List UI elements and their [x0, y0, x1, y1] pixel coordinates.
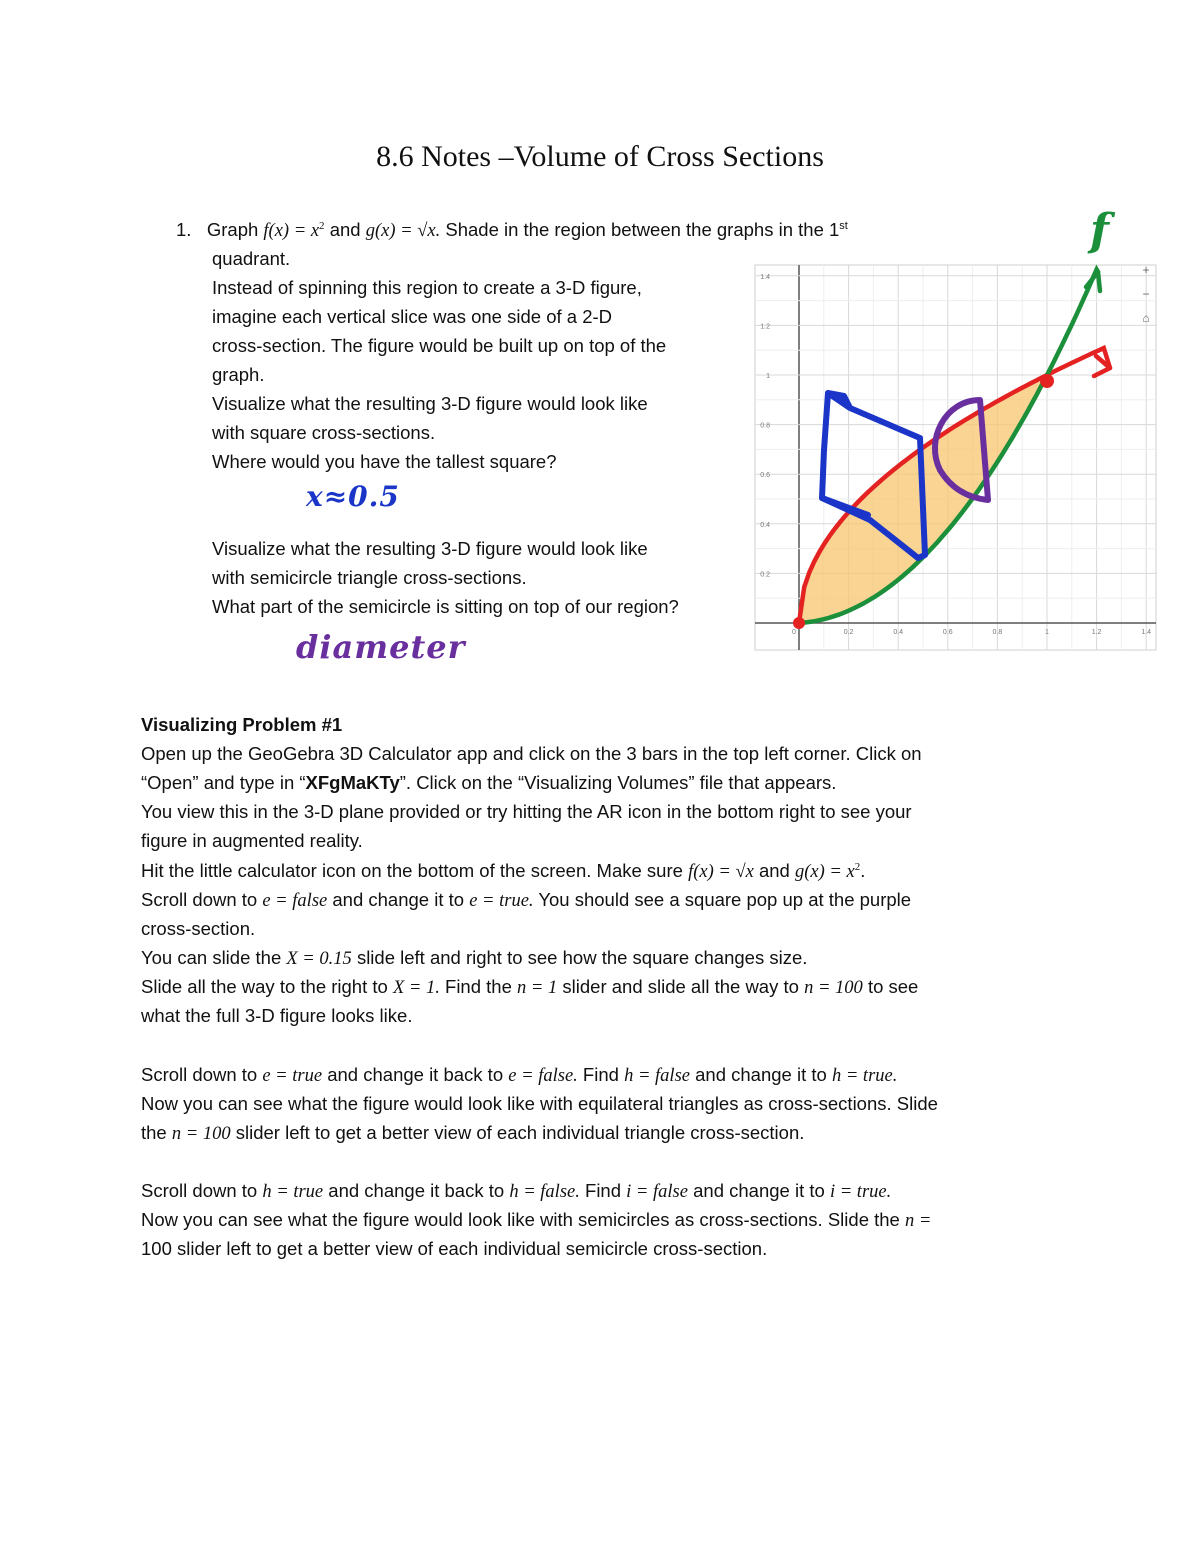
page-title: 8.6 Notes –Volume of Cross Sections: [376, 140, 824, 173]
y-tick-label: 1.4: [760, 273, 770, 281]
shade-instruction: Shade in the region between the graphs in the 1: [445, 219, 840, 240]
intersection-origin: [793, 617, 805, 629]
problem-1-line: [176, 215, 848, 246]
open-instruction-end: ”. Click on the “Visualizing Volumes” file that appears.: [399, 772, 837, 793]
math-h-false: h = false: [624, 1066, 690, 1086]
g-exponent: 2: [854, 861, 861, 873]
math-e-false: e = false.: [508, 1066, 578, 1086]
problem-line-8: Visualize what the resulting 3-D figure would look like: [212, 538, 648, 559]
math-i-true: i = true.: [829, 1182, 892, 1202]
problem-line-3: cross-section. The figure would be built up on top of the: [212, 335, 667, 356]
problem-line-4: graph.: [212, 364, 265, 385]
vis-line-3: You view this in the 3-D plane provided or try hitting the AR icon in the bottom right to see your: [141, 801, 912, 822]
vis-line-1: Open up the GeoGebra 3D Calculator app and click on the 3 bars in the top left corner. Click on: [141, 743, 922, 764]
text: You should see a square pop up at the purple: [533, 889, 912, 910]
math-e-true: e = true: [262, 1066, 323, 1086]
text: Find: [577, 1064, 619, 1085]
math-n-1: n = 1: [517, 978, 558, 998]
handwritten-answer-semicircle: diameter: [296, 628, 466, 666]
problem-line-5: Visualize what the resulting 3-D figure would look like: [212, 393, 648, 414]
and-word-2: and: [758, 860, 790, 881]
math-h-true: h = true: [262, 1182, 324, 1202]
vis-line-5: [141, 856, 865, 887]
geogebra-code: XFgMaKTy: [305, 772, 400, 793]
text: and change it to: [332, 889, 465, 910]
x-tick-label: 1.2: [1091, 629, 1102, 636]
g-definition: g(x) = √x.: [365, 221, 441, 241]
label-f: f: [1090, 205, 1109, 256]
math-f-sqrt: f(x) = √x: [688, 862, 754, 882]
math-h-true: h = true.: [831, 1066, 898, 1086]
text: slider and slide all the way to: [562, 976, 799, 997]
math-g-square: g(x) = x: [795, 862, 855, 882]
vis-line-9: [141, 972, 918, 1003]
f-definition: f(x) = x: [263, 221, 320, 241]
text: 100: [141, 1238, 172, 1259]
text: and change it back to: [327, 1064, 504, 1085]
vis-line-12: Now you can see what the figure would look like with equilateral triangles as cross-sections. Slide: [141, 1093, 938, 1114]
y-tick-label: 0.8: [760, 422, 770, 430]
x-tick-label: 0.8: [992, 629, 1003, 636]
x-tick-label: 1: [1045, 629, 1049, 636]
text: slider left to get a better view of each individual semicircle cross-section.: [177, 1238, 768, 1259]
problem-number: 1.: [176, 219, 192, 240]
math-x-slider: X = 0.15: [286, 949, 352, 969]
vis-line-14: [141, 1176, 891, 1207]
math-n-eq: n =: [904, 1211, 932, 1231]
problem-line-10: What part of the semicircle is sitting on top of our region?: [212, 596, 679, 617]
x-tick-label: 0.4: [893, 629, 904, 636]
calc-instruction: Hit the little calculator icon on the bottom of the screen. Make sure: [141, 860, 683, 881]
visualizing-heading: Visualizing Problem #1: [141, 714, 343, 735]
text: Slide all the way to the right to: [141, 976, 388, 997]
x-tick-label: 1.4: [1141, 629, 1152, 636]
text: slider left to get a better view of each individual triangle cross-section.: [235, 1122, 805, 1143]
y-tick-label: 0.6: [760, 472, 770, 480]
y-tick-label: 0.4: [760, 521, 770, 529]
vis-line-6: [141, 885, 911, 916]
period: .: [860, 860, 866, 881]
problem-line-7: Where would you have the tallest square?: [212, 451, 557, 472]
text: and change it to: [695, 1064, 827, 1085]
math-n-100: n = 100: [171, 1124, 231, 1144]
math-n-100: n = 100: [804, 978, 863, 998]
vis-line-16: [141, 1234, 767, 1263]
y-tick-label: 1.2: [760, 323, 770, 331]
x-tick-label: 0.6: [942, 629, 953, 636]
x-tick-label: 0.2: [843, 629, 854, 636]
math-x-1: X = 1.: [392, 978, 440, 998]
f-exponent: 2: [319, 220, 325, 232]
text: the: [141, 1122, 167, 1143]
math-e-false: e = false: [262, 891, 328, 911]
text: and change it back to: [328, 1180, 505, 1201]
problem-line-6: with square cross-sections.: [212, 422, 436, 443]
text: Scroll down to: [141, 1180, 258, 1201]
vis-line-10: what the full 3-D figure looks like.: [141, 1005, 413, 1026]
text: Scroll down to: [141, 1064, 258, 1085]
vis-line-4: figure in augmented reality.: [141, 830, 363, 851]
problem-line-9: with semicircle triangle cross-sections.: [212, 567, 527, 588]
home-button[interactable]: ⌂: [1142, 311, 1150, 325]
text: Find: [579, 1180, 622, 1201]
and-word: and: [329, 219, 361, 240]
ordinal-st: st: [839, 220, 848, 232]
math-i-false: i = false: [626, 1182, 688, 1202]
open-instruction: “Open” and type in “: [141, 772, 306, 793]
text: Find the: [439, 976, 512, 997]
text: You can slide the: [141, 947, 282, 968]
quadrant-text: quadrant.: [212, 248, 291, 269]
problem-line-2: imagine each vertical slice was one side of a 2-D: [212, 306, 612, 327]
graph: [740, 250, 1160, 660]
math-h-false: h = false.: [509, 1182, 580, 1202]
vis-line-11: [141, 1060, 897, 1091]
text: slide left and right to see how the square changes size.: [356, 947, 808, 968]
intersection-point: [1040, 374, 1054, 388]
y-tick-label: 1: [766, 373, 770, 380]
y-tick-label: 0.2: [760, 571, 770, 579]
math-e-true: e = true.: [469, 891, 534, 911]
vis-line-7: cross-section.: [141, 918, 256, 939]
vis-line-15: [141, 1205, 931, 1236]
x-tick-label: 0: [792, 629, 796, 636]
vis-line-13: [141, 1118, 804, 1149]
zoom-out-button[interactable]: −: [1142, 287, 1150, 301]
text: Now you can see what the figure would look like with semicircles as cross-sections. Slide the: [141, 1209, 900, 1230]
text: and change it to: [693, 1180, 825, 1201]
handwritten-answer-square: x≈0.5: [306, 480, 400, 513]
text: to see: [867, 976, 919, 997]
vis-line-2: [141, 768, 836, 797]
graph-word: Graph: [206, 219, 259, 240]
text: Scroll down to: [141, 889, 258, 910]
vis-line-8: [141, 943, 807, 974]
problem-line-1: Instead of spinning this region to create a 3-D figure,: [212, 277, 642, 298]
zoom-in-button[interactable]: +: [1142, 263, 1150, 277]
